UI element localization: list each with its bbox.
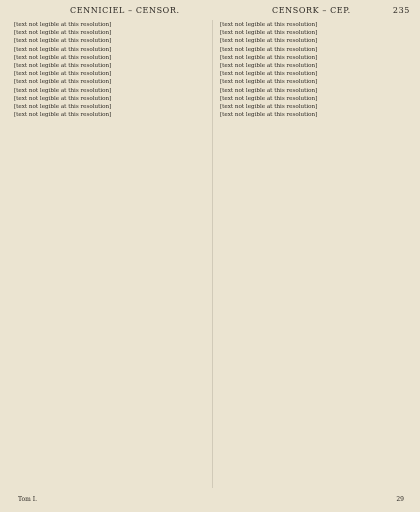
- entry-paragraph: [text not legible at this resolution]: [14, 104, 112, 111]
- entry-paragraph: [text not legible at this resolution]: [14, 46, 112, 53]
- entry-paragraph: [text not legible at this resolution]: [220, 30, 318, 37]
- entry-paragraph: [text not legible at this resolution]: [220, 87, 318, 94]
- header-right-entry-range: CENSORK – CEP.: [272, 6, 351, 15]
- running-header: [10, 6, 410, 18]
- entry-paragraph: [text not legible at this resolution]: [14, 112, 112, 119]
- entry-paragraph: [text not legible at this resolution]: [14, 63, 112, 70]
- entry-paragraph: [text not legible at this resolution]: [220, 112, 318, 119]
- entry-paragraph: [text not legible at this resolution]: [14, 22, 112, 28]
- entry-paragraph: [text not legible at this resolution]: [14, 71, 112, 78]
- entry-paragraph: [text not legible at this resolution]: [14, 95, 112, 102]
- signature-mark: 29: [396, 496, 404, 503]
- entry-paragraph: [text not legible at this resolution]: [220, 104, 318, 111]
- entry-paragraph: [text not legible at this resolution]: [14, 54, 112, 61]
- entry-paragraph: [text not legible at this resolution]: [220, 54, 318, 61]
- entry-paragraph: [text not legible at this resolution]: [220, 22, 318, 28]
- entry-paragraph: [text not legible at this resolution]: [220, 63, 318, 70]
- header-left-entry-range: CENNICIEL – CENSOR.: [70, 6, 180, 15]
- entry-paragraph: [text not legible at this resolution]: [14, 79, 112, 86]
- entry-paragraph: [text not legible at this resolution]: [14, 30, 112, 37]
- entry-paragraph: [text not legible at this resolution]: [220, 79, 318, 86]
- right-column: [220, 22, 413, 490]
- entry-paragraph: [text not legible at this resolution]: [220, 71, 318, 78]
- entry-paragraph: [text not legible at this resolution]: [14, 38, 112, 45]
- page-number: 235: [392, 6, 410, 15]
- volume-label: Tom I.: [18, 496, 38, 503]
- entry-paragraph: [text not legible at this resolution]: [220, 46, 318, 53]
- entry-paragraph: [text not legible at this resolution]: [14, 87, 112, 94]
- entry-paragraph: [text not legible at this resolution]: [220, 38, 318, 45]
- column-divider: [212, 20, 213, 488]
- left-column: [14, 22, 207, 490]
- entry-paragraph: [text not legible at this resolution]: [220, 95, 318, 102]
- page-footer: [14, 496, 410, 506]
